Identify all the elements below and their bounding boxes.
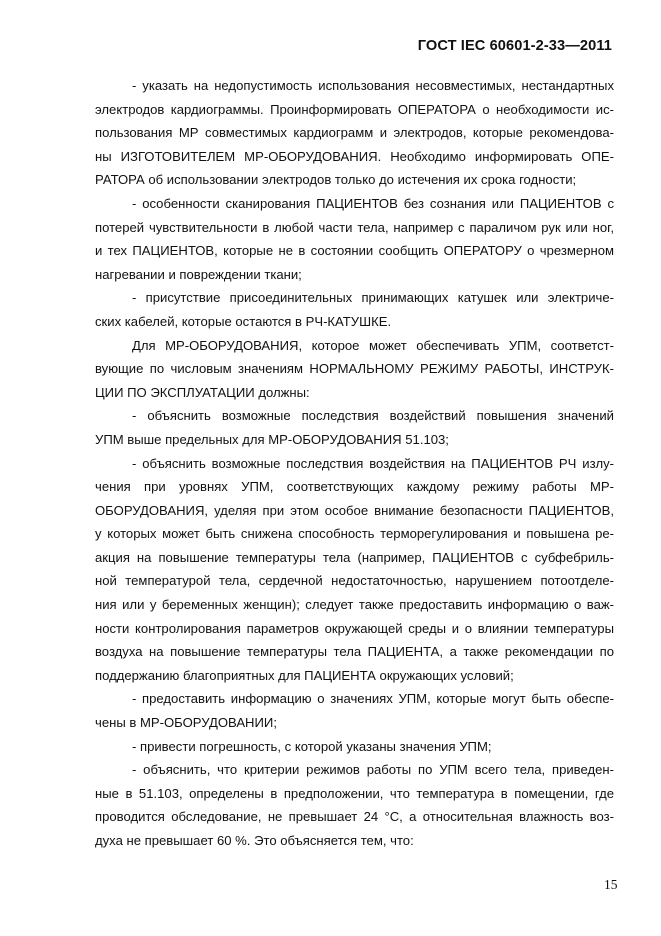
text-line: пользования МР совместимых кардиограмм и электродов, которые рекомендова-: [95, 125, 614, 141]
text-line: ОБОРУДОВАНИЯ, уделяя при этом особое внимание безопасности ПАЦИЕНТОВ,: [95, 502, 614, 518]
text-line: чения при уровнях УПМ, соответствующих каждому режиму работы МР-: [95, 479, 614, 495]
text-line: - предоставить информацию о значениях УПМ, которые могут быть обеспе-: [132, 691, 614, 707]
text-line: ния или у беременных женщин); следует также предоставить информацию о важ-: [95, 597, 614, 613]
text-line: - особенности сканирования ПАЦИЕНТОВ без сознания или ПАЦИЕНТОВ с: [132, 195, 614, 211]
text-line: УПМ выше предельных для МР-ОБОРУДОВАНИЯ 51.103;: [95, 431, 449, 447]
document-header: ГОСТ IEC 60601-2-33—2011: [417, 38, 612, 54]
text-line: ны ИЗГОТОВИТЕЛЕМ МР-ОБОРУДОВАНИЯ. Необходимо информировать ОПЕ-: [95, 148, 614, 164]
text-line: РАТОРА об использовании электродов только до истечения их срока годности;: [95, 172, 577, 188]
text-line: воздуха на повышение температуры тела ПАЦИЕНТА, а также рекомендации по: [95, 644, 614, 660]
text-line: - присутствие присоединительных принимающих катушек или электриче-: [132, 290, 614, 306]
text-line: электродов кардиограммы. Проинформировать ОПЕРАТОРА о необходимости ис-: [95, 101, 614, 117]
text-line: ные в 51.103, определены в предположении, что температура в помещении, где: [95, 785, 614, 801]
text-line: у которых может быть снижена способность терморегулирования и повышена ре-: [95, 526, 614, 542]
text-line: духа не превышает 60 %. Это объясняется тем, что:: [95, 833, 414, 848]
text-line: акция на повышение температуры тела (например, ПАЦИЕНТОВ с субфебриль-: [95, 549, 614, 565]
document-body: [95, 74, 614, 853]
text-line: поддержанию благоприятных для ПАЦИЕНТА окружающих условий;: [95, 667, 514, 683]
text-line: Для МР-ОБОРУДОВАНИЯ, которое может обеспечивать УПМ, соответст-: [132, 337, 614, 353]
text-line: нагревании и повреждении ткани;: [95, 266, 302, 282]
text-line: ских кабелей, которые остаются в РЧ-КАТУШКЕ.: [95, 313, 392, 329]
text-line: потерей чувствительности в любой части тела, например с параличом рук или ног,: [95, 219, 614, 235]
text-line: - объяснить, что критерии режимов работы по УПМ всего тела, приведен-: [132, 762, 614, 778]
text-line: - указать на недопустимость использования несовместимых, нестандартных: [132, 78, 614, 93]
text-line: ной температурой тела, сердечной недостаточностью, нарушением потоотделе-: [95, 573, 614, 589]
text-line: - объяснить возможные последствия воздействий повышения значений: [132, 408, 614, 424]
text-line: проводится обследование, не превышает 24 °С, а относительная влажность воз-: [95, 809, 614, 825]
text-line: чены в МР-ОБОРУДОВАНИИ;: [95, 715, 277, 731]
text-line: - привести погрешность, с которой указаны значения УПМ;: [132, 738, 492, 754]
text-line: и тех ПАЦИЕНТОВ, которые не в состоянии сообщить ОПЕРАТОРУ о чрезмерном: [95, 243, 614, 259]
page-number: 15: [604, 877, 618, 892]
text-line: вующие по числовым значениям НОРМАЛЬНОМУ РЕЖИМУ РАБОТЫ, ИНСТРУК-: [95, 361, 614, 377]
text-line: - объяснить возможные последствия воздействия на ПАЦИЕНТОВ РЧ излу-: [132, 455, 614, 471]
text-line: ЦИИ ПО ЭКСПЛУАТАЦИИ должны:: [95, 384, 310, 400]
text-line: ности контролирования параметров окружающей среды и о влиянии температуры: [95, 620, 614, 636]
